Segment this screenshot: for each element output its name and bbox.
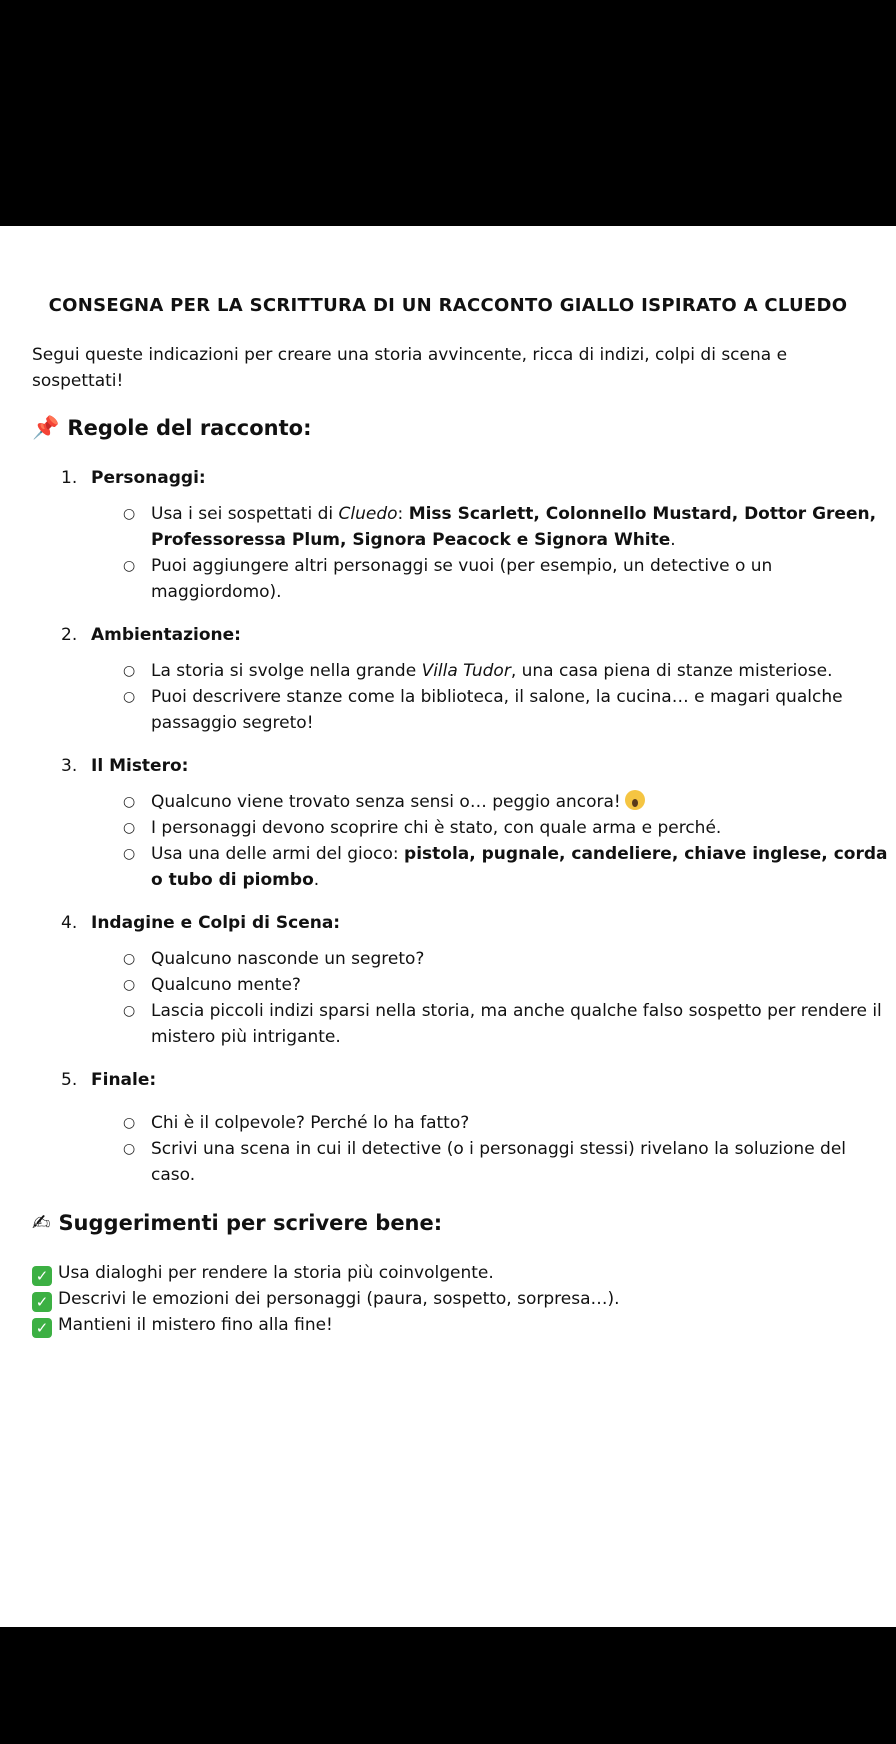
- section-mistero: [0, 752, 896, 893]
- list-item: ○ Lascia piccoli indizi sparsi nella storia, ma anche qualche falso sospetto per rendere il mistero più intrigante.: [123, 1001, 882, 1047]
- list-item: ✓ Descrivi le emozioni dei personaggi (paura, sospetto, sorpresa…).: [32, 1286, 872, 1312]
- section-finale: [0, 1066, 896, 1188]
- list-item: ○ Chi è il colpevole? Perché lo ha fatto?: [123, 1113, 470, 1133]
- list-item: ○ I personaggi devono scoprire chi è stato, con quale arma e perché.: [123, 818, 722, 838]
- section-personaggi: [0, 464, 896, 605]
- section-title: Il Mistero:: [91, 756, 189, 776]
- list-item: ○ La storia si svolge nella grande Villa Tudor, una casa piena di stanze misteriose.: [123, 661, 833, 681]
- top-black-bar: [0, 0, 896, 226]
- writing-hand-icon: ✍: [32, 1211, 51, 1236]
- document-page: [0, 226, 896, 1627]
- document-title: CONSEGNA PER LA SCRITTURA DI UN RACCONTO GIALLO ISPIRATO A CLUEDO: [48, 295, 848, 316]
- section-title: Indagine e Colpi di Scena:: [91, 913, 341, 933]
- list-item: ○ Puoi aggiungere altri personaggi se vuoi (per esempio, un detective o un maggiordomo).: [123, 556, 773, 602]
- list-item: ○ Usa una delle armi del gioco: pistola, pugnale, candeliere, chiave inglese, corda o tubo di piombo.: [123, 844, 888, 890]
- section-number: 2.: [61, 625, 78, 645]
- bottom-black-bar: [0, 1627, 896, 1744]
- pushpin-icon: 📌: [32, 416, 60, 441]
- list-item: ○ Qualcuno nasconde un segreto?: [123, 949, 425, 969]
- list-item: ✓ Mantieni il mistero fino alla fine!: [32, 1312, 872, 1338]
- list-item: ○ Qualcuno mente?: [123, 975, 301, 995]
- check-mark-icon: ✓: [32, 1318, 52, 1338]
- tips-heading: ✍ Suggerimenti per scrivere bene:: [32, 1211, 443, 1236]
- section-title: Finale:: [91, 1070, 157, 1090]
- section-title: Ambientazione:: [91, 625, 241, 645]
- list-item: ○ Usa i sei sospettati di Cluedo: Miss Scarlett, Colonnello Mustard, Dottor Green, Professoressa Plum, Signora Peacock e Signora White.: [123, 504, 877, 550]
- list-item: ○ Qualcuno viene trovato senza sensi o… peggio ancora!: [0, 789, 896, 815]
- section-number: 5.: [61, 1070, 78, 1090]
- check-mark-icon: ✓: [32, 1292, 52, 1312]
- list-item: ✓ Usa dialoghi per rendere la storia più coinvolgente.: [32, 1260, 872, 1286]
- list-item: ○ Puoi descrivere stanze come la biblioteca, il salone, la cucina… e magari qualche passaggio segreto!: [123, 687, 843, 733]
- section-number: 4.: [61, 913, 78, 933]
- section-number: 1.: [61, 468, 78, 488]
- section-ambientazione: [0, 621, 896, 736]
- section-title: Personaggi:: [91, 468, 206, 488]
- rules-list: [0, 464, 896, 1188]
- section-number: 3.: [61, 756, 78, 776]
- section-indagine: [0, 909, 896, 1050]
- intro-paragraph: Segui queste indicazioni per creare una storia avvincente, ricca di indizi, colpi di scena e sospettati!: [32, 345, 788, 391]
- list-item: ○ Scrivi una scena in cui il detective (o i personaggi stessi) rivelano la soluzione del caso.: [123, 1139, 847, 1185]
- check-mark-icon: ✓: [32, 1266, 52, 1286]
- rules-heading: 📌 Regole del racconto:: [32, 416, 312, 441]
- screaming-face-icon: [625, 790, 645, 810]
- tips-list: [32, 1260, 872, 1338]
